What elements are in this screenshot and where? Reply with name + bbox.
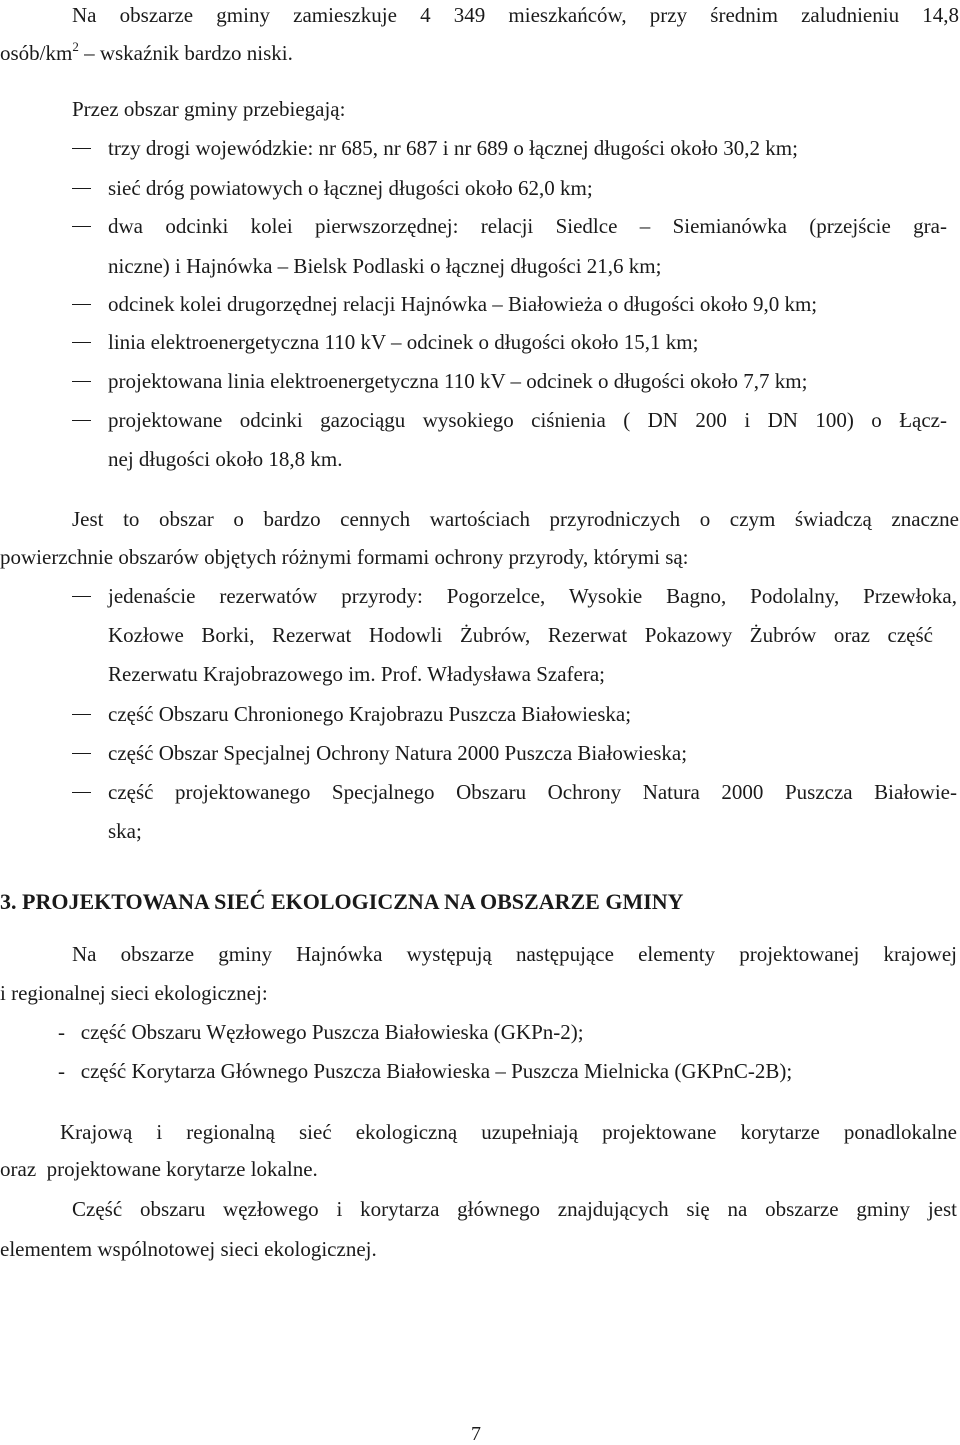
p5-line1: Krajową i regionalną sieć ekologiczną uzupełniają projektowane korytarze ponadlokalne — [60, 1120, 957, 1144]
list-item: linia elektroenergetyczna 110 kV – odcinek o długości około 15,1 km; — [108, 330, 699, 354]
p2-intro: Przez obszar gminy przebiegają: — [72, 97, 346, 121]
bullet-dash — [72, 381, 91, 382]
page-number: 7 — [471, 1423, 481, 1445]
bullet-dash — [72, 596, 91, 597]
bullet-dash — [72, 226, 91, 227]
p6-line2: elementem wspólnotowej sieci ekologicznej. — [0, 1237, 377, 1261]
list-item: projektowane odcinki gazociągu wysokiego ciśnienia ( DN 200 i DN 100) o Łącz- — [108, 408, 947, 432]
list-item: - część Obszaru Węzłowego Puszcza Białowieska (GKPn-2); — [58, 1020, 584, 1044]
bullet-dash — [72, 304, 91, 305]
bullet-dash — [72, 342, 91, 343]
list-item: część Obszar Specjalnej Ochrony Natura 2000 Puszcza Białowieska; — [108, 741, 688, 765]
list-item: odcinek kolei drugorzędnej relacji Hajnówka – Białowieża o długości około 9,0 km; — [108, 292, 818, 316]
p1-line2: osób/$km^2$ – wskaźnik bardzo niski. — [0, 39, 293, 65]
list-item-continuation: niczne) i Hajnówka – Bielsk Podlaski o łącznej długości 21,6 km; — [108, 254, 662, 278]
bullet-dash — [72, 792, 91, 793]
list-item: dwa odcinki kolei pierwszorzędnej: relacji Siedlce – Siemianówka (przejście gra- — [108, 214, 947, 238]
list-item: projektowana linia elektroenergetyczna 110 kV – odcinek o długości około 7,7 km; — [108, 369, 808, 393]
list-item-continuation: nej długości około 18,8 km. — [108, 447, 343, 471]
bullet-dash — [72, 420, 91, 421]
list-item: jedenaście rezerwatów przyrody: Pogorzelce, Wysokie Bagno, Podolalny, Przewłoka, — [108, 584, 957, 608]
p1-line1: Na obszarze gminy zamieszkuje 4 349 mieszkańców, przy średnim zaludnieniu 14,8 — [72, 3, 959, 27]
section-heading: 3. PROJEKTOWANA SIEĆ EKOLOGICZNA NA OBSZARZE GMINY — [0, 889, 684, 914]
p4-line1: Na obszarze gminy Hajnówka występują następujące elementy projektowanej krajowej — [72, 942, 957, 966]
bullet-dash — [72, 148, 91, 149]
list-item: - część Korytarza Głównego Puszcza Białowieska – Puszcza Mielnicka (GKPnC-2B); — [58, 1059, 793, 1083]
bullet-dash — [72, 188, 91, 189]
list-item-continuation: Rezerwatu Krajobrazowego im. Prof. Władysława Szafera; — [108, 662, 605, 686]
p3-line1: Jest to obszar o bardzo cennych wartościach przyrodniczych o czym świadczą znaczne — [72, 507, 959, 531]
list-item: część projektowanego Specjalnego Obszaru Ochrony Natura 2000 Puszcza Białowie- — [108, 780, 957, 804]
list-item-continuation: ska; — [108, 819, 142, 843]
list-item: sieć dróg powiatowych o łącznej długości około 62,0 km; — [108, 176, 593, 200]
p4-line2: i regionalnej sieci ekologicznej: — [0, 981, 268, 1005]
list-item: trzy drogi wojewódzkie: nr 685, nr 687 i nr 689 o łącznej długości około 30,2 km; — [108, 136, 798, 160]
bullet-dash — [72, 714, 91, 715]
bullet-dash — [72, 753, 91, 754]
p3-line2: powierzchnie obszarów objętych różnymi formami ochrony przyrody, którymi są: — [0, 545, 689, 569]
list-item: część Obszaru Chronionego Krajobrazu Puszcza Białowieska; — [108, 702, 632, 726]
p5-line2: oraz projektowane korytarze lokalne. — [0, 1157, 318, 1181]
p6-line1: Część obszaru węzłowego i korytarza głównego znajdujących się na obszarze gminy jest — [72, 1197, 957, 1221]
list-item-continuation: Kozłowe Borki, Rezerwat Hodowli Żubrów, Rezerwat Pokazowy Żubrów oraz część — [108, 623, 933, 647]
